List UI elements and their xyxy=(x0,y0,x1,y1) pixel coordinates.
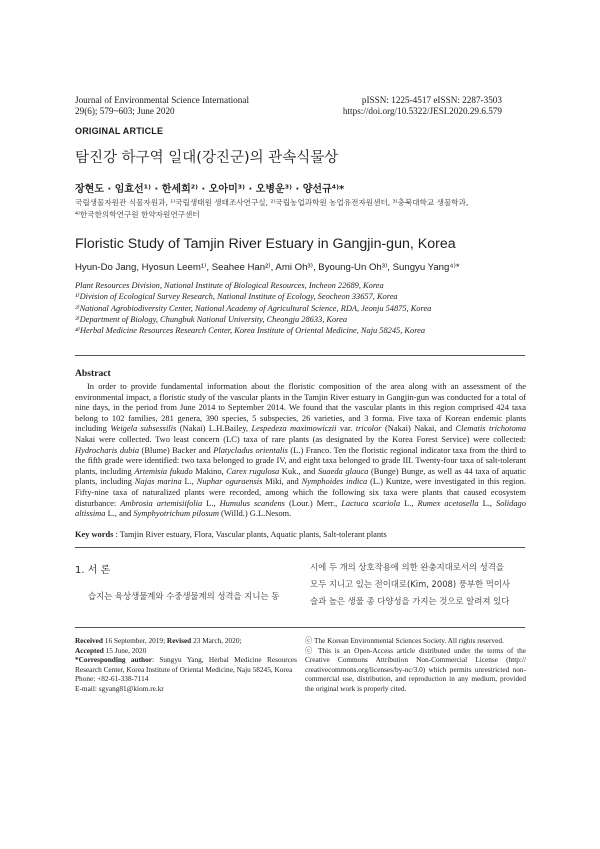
divider xyxy=(75,355,525,356)
keywords-text: : Tamjin River estuary, Flora, Vascular plants, Aquatic plants, Salt-tolerant plants xyxy=(113,530,387,539)
affiliation-line: ²⁾National Agrobiodiversity Center, National Academy of Agricultural Science, RDA, Jeonju 54875, Korea xyxy=(75,303,432,313)
issn: pISSN: 1225-4517 eISSN: 2287-3503 xyxy=(361,95,502,105)
email-link[interactable]: E-mail: sgyang81@kiom.re.kr xyxy=(75,683,164,693)
affiliation-line: ¹⁾Division of Ecological Survey Research, National Institute of Ecology, Seocheon 33657, Korea xyxy=(75,292,398,302)
keywords xyxy=(75,530,526,541)
english-title: Floristic Study of Tamjin River Estuary in Gangjin-gun, Korea xyxy=(75,236,456,252)
korean-affiliation-line: 국립생물자원관 식물자원과, ¹⁾국립생태원 생태조사연구실, ²⁾국립농업과학원 농업유전자원센터, ³⁾충북대학교 생물학과, xyxy=(75,198,469,207)
keywords-label: Key words xyxy=(75,530,114,539)
affiliation-line: ³⁾Department of Biology, Chungbuk National University, Cheongju 28633, Korea xyxy=(75,314,348,324)
article-type: ORIGINAL ARTICLE xyxy=(75,126,164,136)
english-authors: Hyun-Do Jang, Hyosun Leem¹⁾, Seahee Han²⁾, Ami Oh³⁾, Byoung-Un Oh³⁾, Sungyu Yang⁴⁾* xyxy=(75,262,460,273)
phone: Phone: +82-61-338-7114 xyxy=(75,674,149,684)
copyright-line: ⓒ The Korean Environmental Sciences Society. All rights reserved. xyxy=(305,636,504,645)
abstract-heading: Abstract xyxy=(75,368,111,379)
article-history: Received 16 September, 2019; Revised 23 March, 2020; Accepted 15 June, 2020 *Corresponding author: Sungyu Yang, Herbal Medicine Resources Research Center, Korea Institute of Oriental Medicine, Naju 58245, Korea Phone: +82-61-338-7114 E-mail: sgyang81@kiom.re.kr xyxy=(75,636,297,693)
divider xyxy=(75,627,525,628)
license-text: ⓒ This is an Open-Access article distributed under the terms of the Creative Commons Attribution Non-Commercial License (http:// creativecommons.org/licenses/by-nc/3.0) which permits unrestricted non-commercial use, distribution, and reproduction in any medium, provided the original work is properly cited. xyxy=(305,645,526,693)
body-text-left: 습지는 육상생물계와 수중생물계의 성격을 지니는 동 xyxy=(88,591,280,601)
corresponding-author: *Corresponding author: Sungyu Yang, Herbal Medicine Resources Research Center, Korea Institute of Oriental Medicine, Naju 58245, Korea xyxy=(75,655,297,674)
journal-header xyxy=(75,95,249,117)
license-notice xyxy=(305,636,526,694)
affiliation-line: Plant Resources Division, National Institute of Biological Resources, Incheon 22689, Korea xyxy=(75,281,384,290)
korean-affiliations xyxy=(75,197,535,221)
korean-authors: 장현도 · 임효선¹⁾ · 한세희²⁾ · 오아미³⁾ · 오병운³⁾ · 양선규⁴⁾* xyxy=(75,184,345,195)
doi-link[interactable]: https://doi.org/10.5322/JESI.2020.29.6.579 xyxy=(342,106,502,116)
section-heading-introduction: 1. 서 론 xyxy=(75,565,111,576)
abstract-body: In order to provide fundamental information about the floristic composition of the area along with an assessment of the environmental impact, a floristic study of the vascular plants in the Tamjin River estuary in Gangjin-gun was conducted for a total of nine days, in the period from June 2014 to September 2014. We found that the vascular plants in this region comprised 424 taxa belong to 102 families, 281 genera, 390 species, 5 subspecies, 26 varieties, and 3 forma. Five taxa of Korean endemic plants including Weigela subsessilis (Nakai) L.H.Bailey, Lespedeza maximowiczii var. tricolor (Nakai) Nakai, and Clematis trichotoma Nakai were collected. Two least concern (LC) taxa of rare plants (as designated by the Korea Forest Service) were collected: Hydrocharis dubia (Blume) Backer and Platycladus orientalis (L.) Franco. Ten the floristic regional indicator taxa from the third to the fifth grade were identified: two taxa belonged to grade IV, and eight taxa belonged to grade III. Twenty-four taxa of salt-tolerant plants, including Artemisia fukudo Makino, Carex rugulosa Kuk., and Suaeda glauca (Bunge) Bunge, as well as 44 taxa of aquatic plants, including Najas marina L., Nuphar oguraensis Miki, and Nymphoides indica (L.) Kuntze, were investigated in this region. Fifty-nine taxa of naturalized plants were recorded, among which the following six taxa were plants that caused ecosystem disturbance: Ambrosia artemisiifolia L., Humulus scandens (Lour.) Merr., Lactuca scariola L., Rumex acetosella L., Solidago altissima L., and Symphyotrichum pilosum (Willd.) G.L.Nesom. xyxy=(75,381,527,519)
journal-ids xyxy=(343,95,502,117)
affiliation-line: ⁴⁾Herbal Medicine Resources Research Center, Korea Institute of Oriental Medicine, Naju 58245, Korea xyxy=(75,326,426,336)
body-text-right: 시에 두 개의 상호작용에 의한 완충지대로서의 성격을 모두 지니고 있는 전이대로(Kim, 2008) 풍부한 먹이사 슬과 높은 생물 종 다양성을 가지는 것으로 알려져 있다 xyxy=(310,562,510,606)
english-affiliations xyxy=(75,280,535,336)
korean-affiliation-line: ⁴⁾한국한의학연구원 한약자원연구센터 xyxy=(75,210,200,219)
journal-issue: 29(6); 579~603; June 2020 xyxy=(75,106,175,116)
journal-name: Journal of Environmental Science International xyxy=(75,95,249,105)
divider xyxy=(75,547,525,548)
korean-title: 탐진강 하구역 일대(강진군)의 관속식물상 xyxy=(75,150,339,166)
